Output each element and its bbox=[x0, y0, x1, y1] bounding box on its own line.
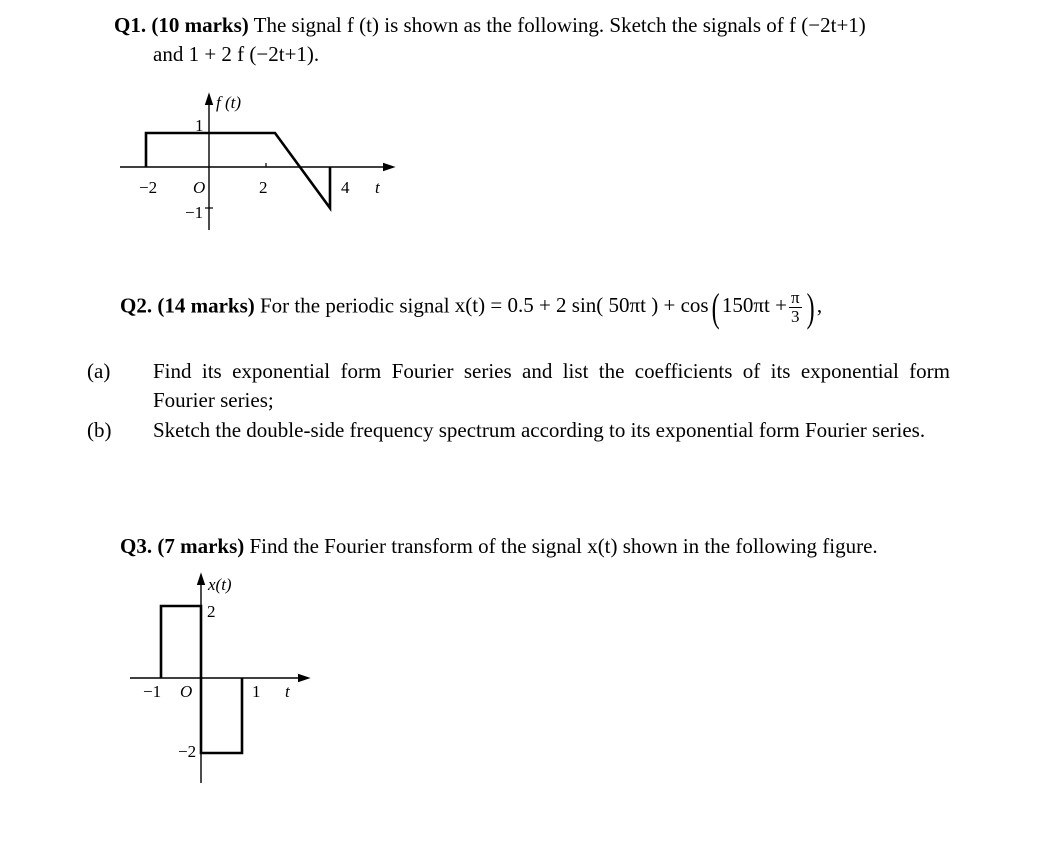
svg-text:t: t bbox=[285, 682, 290, 701]
svg-text:2: 2 bbox=[259, 178, 268, 197]
svg-text:O: O bbox=[180, 682, 193, 701]
x-y-label: x(t) bbox=[208, 575, 232, 594]
svg-text:O: O bbox=[193, 178, 206, 197]
question-2-part-b: (b) Sketch the double-side frequency spectrum according to its exponential form Fourier series. bbox=[87, 418, 926, 442]
question-2-label: Q2. (14 marks) bbox=[120, 293, 255, 318]
f-signal-curve bbox=[146, 133, 330, 208]
question-3 bbox=[120, 532, 980, 561]
question-1-label: Q1. (10 marks) bbox=[114, 13, 249, 37]
x-signal-curve bbox=[161, 606, 242, 753]
f-y-label: f (t) bbox=[216, 93, 242, 112]
question-2 bbox=[120, 285, 1000, 330]
question-3-label: Q3. (7 marks) bbox=[120, 534, 245, 558]
svg-text:2: 2 bbox=[207, 602, 216, 621]
question-2-intro: For the periodic signal bbox=[254, 293, 455, 318]
question-2-part-a: (a) Find its exponential form Fourier series and list the coefficients of its exponential form Fourier series; bbox=[87, 359, 950, 412]
question-3-text: Find the Fourier transform of the signal x(t) shown in the following figure. bbox=[244, 534, 878, 558]
svg-text:t: t bbox=[375, 178, 380, 197]
equation: x(t) = 0.5 + 2 sin( 50πt ) + cos( 150πt + $\frac{\pi}{3}$ ) , bbox=[454, 285, 823, 330]
svg-text:1: 1 bbox=[252, 682, 261, 701]
question-1-text: The signal f (t) is shown as the following. Sketch the signals of f (−2t+1) bbox=[248, 13, 866, 37]
svg-text:−1: −1 bbox=[143, 682, 162, 701]
svg-text:1: 1 bbox=[195, 116, 204, 135]
fraction-pi-over-3: $\frac{\pi}{3}$ bbox=[790, 288, 800, 326]
question-1-line2: and 1 + 2 f (−2t+1). bbox=[153, 42, 320, 66]
svg-text:4: 4 bbox=[341, 178, 350, 197]
svg-text:−2: −2 bbox=[178, 742, 197, 761]
svg-text:−1: −1 bbox=[185, 203, 204, 222]
svg-text:−2: −2 bbox=[139, 178, 158, 197]
